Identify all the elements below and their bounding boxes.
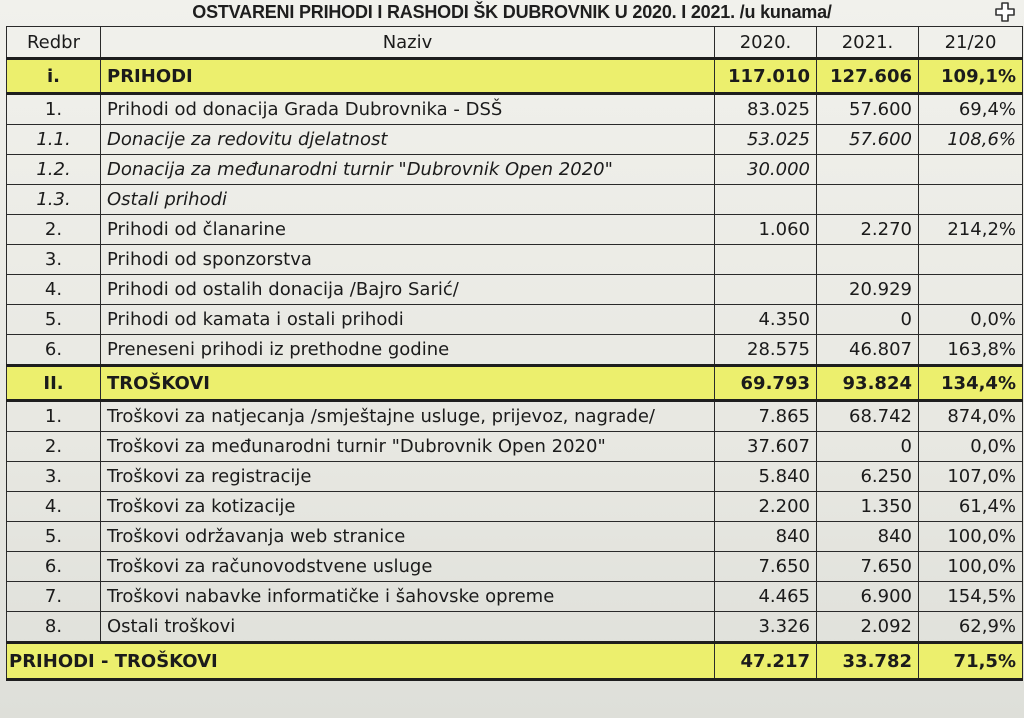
table-row bbox=[7, 275, 1023, 305]
row-name: Troškovi za računovodstvene usluge bbox=[101, 552, 715, 582]
header-2021: 2021. bbox=[817, 27, 919, 59]
row-ratio: 108,6% bbox=[919, 125, 1023, 155]
row-name: Donacije za redovitu djelatnost bbox=[101, 125, 715, 155]
row-value-2021: 1.350 bbox=[817, 492, 919, 522]
financial-table bbox=[6, 26, 1023, 681]
row-value-2021 bbox=[817, 185, 919, 215]
row-value-2020: 4.465 bbox=[715, 582, 817, 612]
row-number: 1. bbox=[7, 401, 101, 432]
section-value-2021: 93.824 bbox=[817, 366, 919, 401]
row-value-2021: 840 bbox=[817, 522, 919, 552]
row-name: Ostali prihodi bbox=[101, 185, 715, 215]
row-name: Prihodi od članarine bbox=[101, 215, 715, 245]
table-row bbox=[7, 432, 1023, 462]
row-ratio bbox=[919, 155, 1023, 185]
row-number: 6. bbox=[7, 552, 101, 582]
row-value-2020 bbox=[715, 275, 817, 305]
row-ratio: 107,0% bbox=[919, 462, 1023, 492]
header-2020: 2020. bbox=[715, 27, 817, 59]
row-number: 4. bbox=[7, 492, 101, 522]
table-row bbox=[7, 155, 1023, 185]
table-row bbox=[7, 305, 1023, 335]
row-value-2020: 83.025 bbox=[715, 94, 817, 125]
row-number: 5. bbox=[7, 522, 101, 552]
row-number: 1. bbox=[7, 94, 101, 125]
row-value-2021: 57.600 bbox=[817, 94, 919, 125]
row-value-2021 bbox=[817, 245, 919, 275]
table-title: OSTVARENI PRIHODI I RASHODI ŠK DUBROVNIK U 2020. I 2021. /u kunama/ bbox=[192, 2, 832, 22]
row-number: 4. bbox=[7, 275, 101, 305]
row-value-2020 bbox=[715, 185, 817, 215]
row-number: 3. bbox=[7, 245, 101, 275]
table-row bbox=[7, 522, 1023, 552]
row-value-2020: 4.350 bbox=[715, 305, 817, 335]
header-naziv: Naziv bbox=[101, 27, 715, 59]
row-value-2021: 57.600 bbox=[817, 125, 919, 155]
row-number: 8. bbox=[7, 612, 101, 643]
row-number: 2. bbox=[7, 215, 101, 245]
row-ratio: 100,0% bbox=[919, 552, 1023, 582]
table-row bbox=[7, 335, 1023, 366]
row-name: Troškovi za natjecanja /smještajne usluge, prijevoz, nagrade/ bbox=[101, 401, 715, 432]
table-row bbox=[7, 215, 1023, 245]
row-name: Ostali troškovi bbox=[101, 612, 715, 643]
row-name: Prihodi od kamata i ostali prihodi bbox=[101, 305, 715, 335]
total-value-2020: 47.217 bbox=[715, 643, 817, 680]
row-name: Troškovi za međunarodni turnir "Dubrovnik Open 2020" bbox=[101, 432, 715, 462]
total-ratio: 71,5% bbox=[919, 643, 1023, 680]
row-name: Troškovi za kotizacije bbox=[101, 492, 715, 522]
table-row bbox=[7, 552, 1023, 582]
header-redbr: Redbr bbox=[7, 27, 101, 59]
row-value-2020: 1.060 bbox=[715, 215, 817, 245]
row-name: Donacija za međunarodni turnir "Dubrovnik Open 2020" bbox=[101, 155, 715, 185]
row-value-2020: 2.200 bbox=[715, 492, 817, 522]
row-value-2020: 30.000 bbox=[715, 155, 817, 185]
row-ratio: 154,5% bbox=[919, 582, 1023, 612]
row-value-2021: 46.807 bbox=[817, 335, 919, 366]
section-value-2020: 69.793 bbox=[715, 366, 817, 401]
row-value-2020: 53.025 bbox=[715, 125, 817, 155]
row-value-2021: 68.742 bbox=[817, 401, 919, 432]
table-row bbox=[7, 94, 1023, 125]
row-value-2020: 7.650 bbox=[715, 552, 817, 582]
row-ratio: 0,0% bbox=[919, 432, 1023, 462]
row-value-2020: 5.840 bbox=[715, 462, 817, 492]
row-number: 6. bbox=[7, 335, 101, 366]
table-row bbox=[7, 125, 1023, 155]
header-row bbox=[7, 27, 1023, 59]
row-value-2021: 2.092 bbox=[817, 612, 919, 643]
row-ratio: 214,2% bbox=[919, 215, 1023, 245]
row-name: Prihodi od ostalih donacija /Bajro Sarić/ bbox=[101, 275, 715, 305]
row-value-2021: 6.900 bbox=[817, 582, 919, 612]
total-row bbox=[7, 643, 1023, 680]
row-value-2021: 20.929 bbox=[817, 275, 919, 305]
row-name: Preneseni prihodi iz prethodne godine bbox=[101, 335, 715, 366]
row-ratio: 0,0% bbox=[919, 305, 1023, 335]
total-value-2021: 33.782 bbox=[817, 643, 919, 680]
row-number: 1.2. bbox=[7, 155, 101, 185]
section-value-2021: 127.606 bbox=[817, 59, 919, 94]
total-label: PRIHODI - TROŠKOVI bbox=[7, 643, 715, 680]
row-name: Troškovi nabavke informatičke i šahovske opreme bbox=[101, 582, 715, 612]
row-value-2021: 6.250 bbox=[817, 462, 919, 492]
table-row bbox=[7, 612, 1023, 643]
row-value-2021: 0 bbox=[817, 432, 919, 462]
row-ratio: 62,9% bbox=[919, 612, 1023, 643]
section-name: PRIHODI bbox=[101, 59, 715, 94]
row-name: Troškovi održavanja web stranice bbox=[101, 522, 715, 552]
row-number: 1.1. bbox=[7, 125, 101, 155]
row-value-2020: 7.865 bbox=[715, 401, 817, 432]
row-value-2021 bbox=[817, 155, 919, 185]
table-row bbox=[7, 245, 1023, 275]
row-ratio bbox=[919, 245, 1023, 275]
row-number: 2. bbox=[7, 432, 101, 462]
table-row bbox=[7, 582, 1023, 612]
row-ratio: 61,4% bbox=[919, 492, 1023, 522]
row-value-2021: 7.650 bbox=[817, 552, 919, 582]
table-row bbox=[7, 401, 1023, 432]
row-number: 3. bbox=[7, 462, 101, 492]
row-ratio: 100,0% bbox=[919, 522, 1023, 552]
row-name: Prihodi od donacija Grada Dubrovnika - DSŠ bbox=[101, 94, 715, 125]
row-number: 1.3. bbox=[7, 185, 101, 215]
section-row-prihodi bbox=[7, 59, 1023, 94]
row-name: Prihodi od sponzorstva bbox=[101, 245, 715, 275]
row-ratio bbox=[919, 185, 1023, 215]
table-row bbox=[7, 462, 1023, 492]
section-name: TROŠKOVI bbox=[101, 366, 715, 401]
row-ratio bbox=[919, 275, 1023, 305]
plus-icon[interactable] bbox=[995, 2, 1015, 22]
section-ratio: 109,1% bbox=[919, 59, 1023, 94]
table-row bbox=[7, 492, 1023, 522]
section-row-troskovi bbox=[7, 366, 1023, 401]
row-number: 7. bbox=[7, 582, 101, 612]
row-value-2020: 37.607 bbox=[715, 432, 817, 462]
row-number: 5. bbox=[7, 305, 101, 335]
row-ratio: 874,0% bbox=[919, 401, 1023, 432]
row-name: Troškovi za registracije bbox=[101, 462, 715, 492]
section-value-2020: 117.010 bbox=[715, 59, 817, 94]
section-number: II. bbox=[7, 366, 101, 401]
row-ratio: 163,8% bbox=[919, 335, 1023, 366]
table-row bbox=[7, 185, 1023, 215]
section-ratio: 134,4% bbox=[919, 366, 1023, 401]
row-value-2020: 3.326 bbox=[715, 612, 817, 643]
section-number: i. bbox=[7, 59, 101, 94]
row-value-2021: 0 bbox=[817, 305, 919, 335]
row-value-2020: 840 bbox=[715, 522, 817, 552]
row-ratio: 69,4% bbox=[919, 94, 1023, 125]
header-ratio: 21/20 bbox=[919, 27, 1023, 59]
row-value-2020 bbox=[715, 245, 817, 275]
row-value-2020: 28.575 bbox=[715, 335, 817, 366]
row-value-2021: 2.270 bbox=[817, 215, 919, 245]
